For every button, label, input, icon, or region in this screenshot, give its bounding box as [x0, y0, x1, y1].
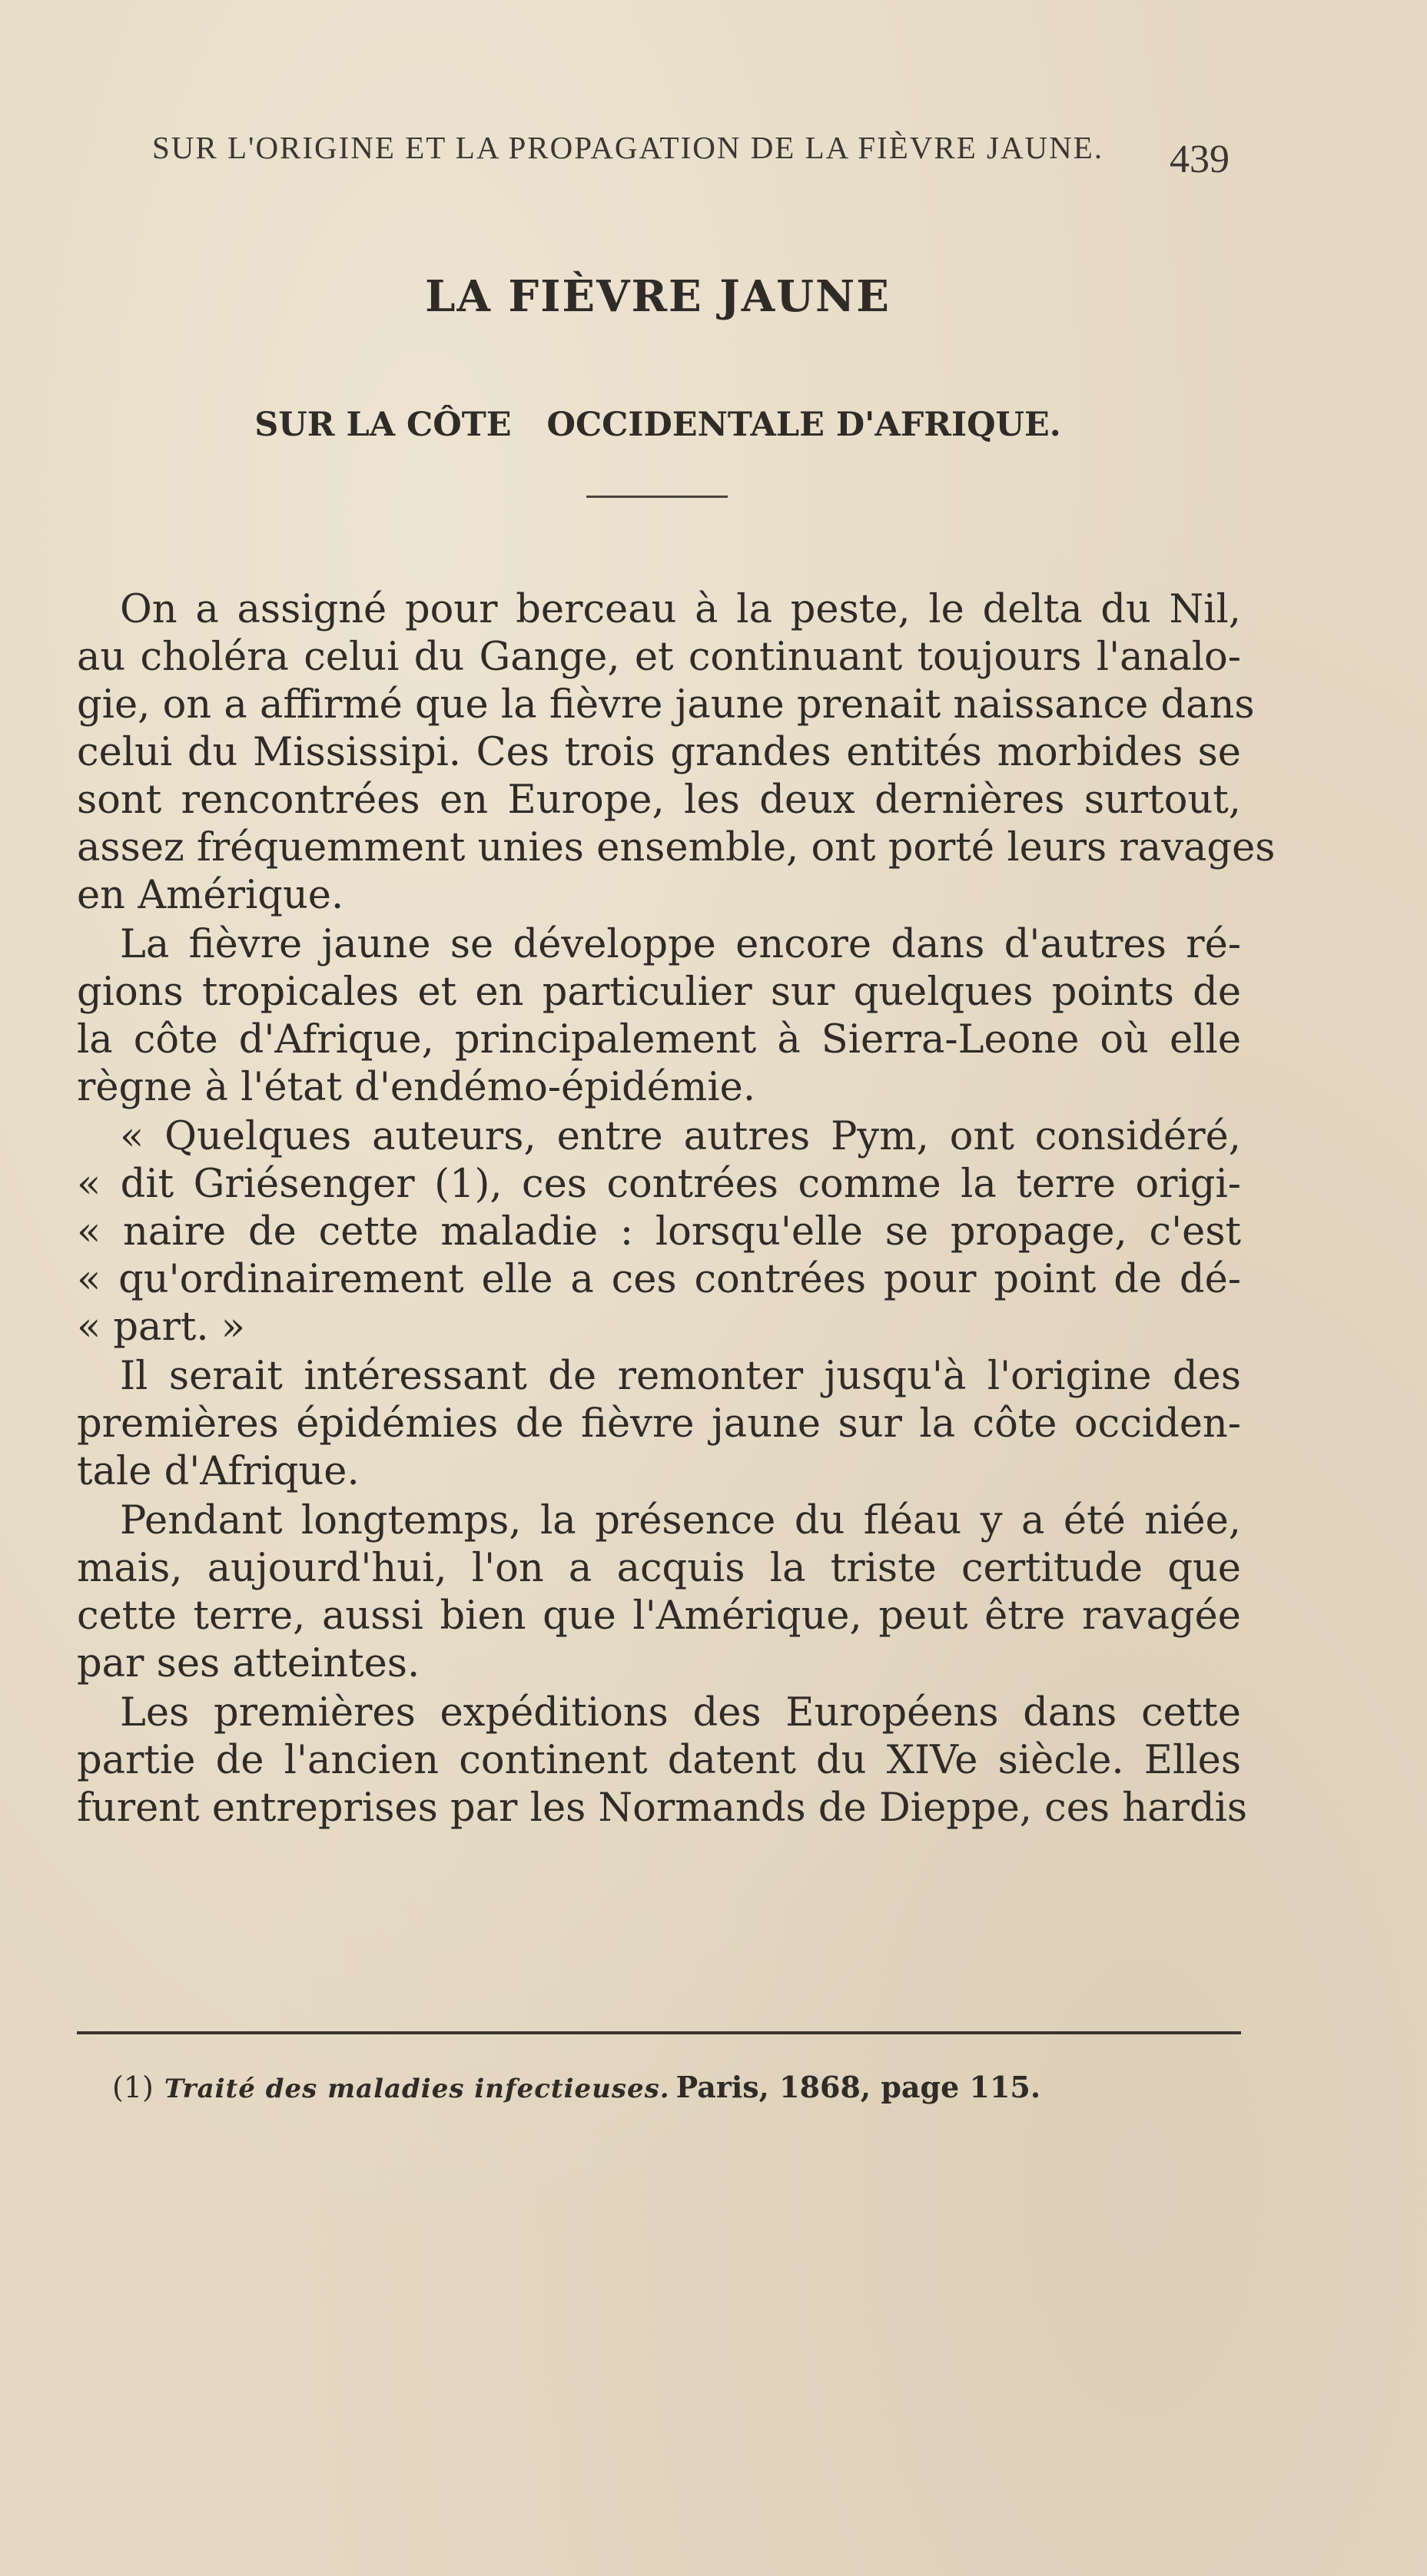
body-line: sont rencontrées en Europe, les deux dernières surtout,	[77, 777, 1241, 823]
body-line: « dit Griésenger (1), ces contrées comme la terre origi-	[77, 1162, 1241, 1207]
body-line: La fièvre jaune se développe encore dans d'autres ré-	[120, 922, 1241, 967]
body-line: Pendant longtemps, la présence du fléau y a été niée,	[120, 1498, 1241, 1543]
body-line: mais, aujourd'hui, l'on a acquis la triste certitude que	[77, 1546, 1241, 1591]
body-line: tale d'Afrique.	[77, 1449, 360, 1494]
subtitle-part-1: SUR LA CÔTE	[254, 406, 512, 444]
body-line: règne à l'état d'endémo-épidémie.	[77, 1065, 756, 1110]
footnote	[112, 2070, 1040, 2104]
footnote-citation: Paris, 1868, page 115.	[675, 2070, 1041, 2104]
body-line: cette terre, aussi bien que l'Amérique, peut être ravagée	[77, 1593, 1241, 1639]
footnote-separator-rule	[77, 2031, 1241, 2034]
body-line: assez fréquemment unies ensemble, ont porté leurs ravages	[77, 825, 1276, 870]
body-line: « Quelques auteurs, entre autres Pym, ont considéré,	[120, 1114, 1241, 1159]
body-line: Les premières expéditions des Européens dans cette	[120, 1690, 1241, 1736]
body-line: On a assigné pour berceau à la peste, le delta du Nil,	[120, 587, 1241, 632]
body-line: la côte d'Afrique, principalement à Sierra-Leone où elle	[77, 1017, 1241, 1063]
footnote-book-title: Traité des maladies infectieuses.	[164, 2074, 670, 2104]
body-line: furent entreprises par les Normands de Dieppe, ces hardis	[77, 1785, 1248, 1831]
title-separator-rule	[586, 496, 728, 498]
body-line: « qu'ordinairement elle a ces contrées pour point de dé-	[77, 1257, 1241, 1302]
body-line: gie, on a affirmé que la fièvre jaune prenait naissance dans	[77, 682, 1255, 728]
chapter-subtitle	[0, 406, 1316, 444]
footnote-marker: (1)	[112, 2070, 154, 2104]
body-line: gions tropicales et en particulier sur quelques points de	[77, 970, 1241, 1015]
body-line: « part. »	[77, 1305, 245, 1350]
body-line: premières épidémies de fièvre jaune sur la côte occiden-	[77, 1401, 1241, 1447]
body-line: au choléra celui du Gange, et continuant toujours l'analo-	[77, 635, 1241, 680]
subtitle-part-2: OCCIDENTALE D'AFRIQUE.	[546, 406, 1061, 444]
body-line: en Amérique.	[77, 873, 344, 918]
chapter-title: LA FIÈVRE JAUNE	[425, 271, 891, 322]
body-line: Il serait intéressant de remonter jusqu'à l'origine des	[120, 1354, 1241, 1399]
running-head-title: SUR L'ORIGINE ET LA PROPAGATION DE LA FIÈVRE JAUNE.	[152, 130, 1104, 165]
body-line: « naire de cette maladie : lorsqu'elle se propage, c'est	[77, 1209, 1241, 1255]
body-line: celui du Mississipi. Ces trois grandes entités morbides se	[77, 730, 1241, 775]
page-number: 439	[1170, 138, 1230, 181]
body-line: par ses atteintes.	[77, 1641, 420, 1686]
body-line: partie de l'ancien continent datent du XIVe siècle. Elles	[77, 1738, 1241, 1783]
